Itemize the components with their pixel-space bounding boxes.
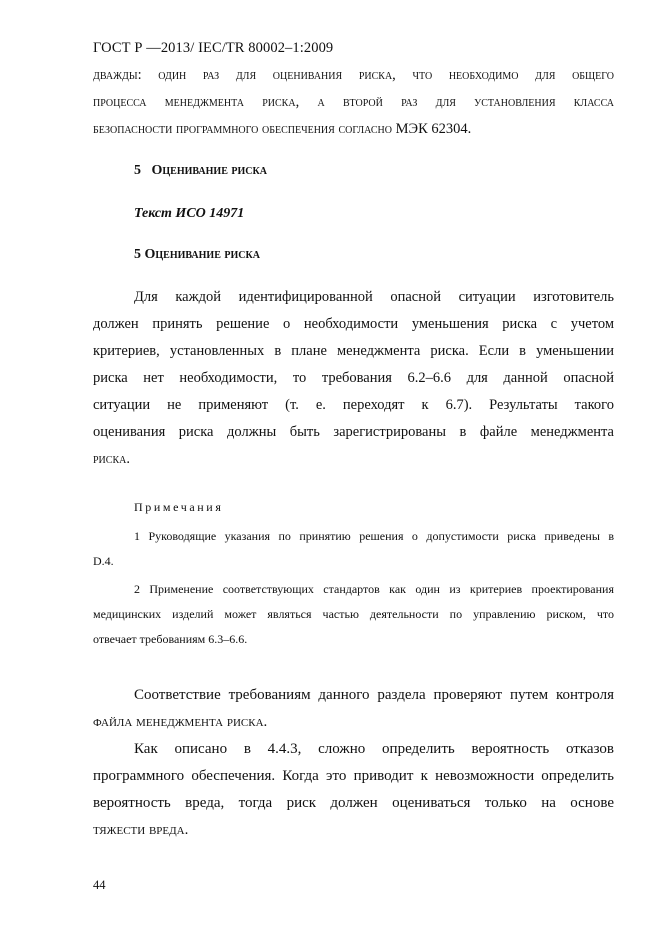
iso-line-5: ситуации не применяют (т. е. переходят к 6.7). Результаты такого (93, 397, 614, 413)
final-line-4: тяжести вреда. (93, 822, 189, 838)
intro-line-3: безопасности программного обеспечения согласно МЭК 62304. (93, 121, 472, 137)
section-5-number: 5 (134, 163, 141, 178)
final-line-1: Как описано в 4.4.3, сложно определить вероятность отказов (134, 741, 614, 757)
iso-section-heading: 5 Оценивание риска (134, 247, 260, 262)
intro-paragraph (93, 62, 614, 143)
note-2-line-3: отвечает требованиям 6.3–6.6. (93, 632, 248, 646)
iso-paragraph (93, 284, 614, 473)
page-number: 44 (93, 878, 106, 892)
compliance-paragraph (93, 682, 614, 736)
note-2-line-2: медицинских изделий может являться частью деятельности по управлению риском, что (93, 607, 614, 621)
intro-line-2: процесса менеджмента риска, а второй раз для установления класса (93, 94, 614, 110)
notes-heading: Примечания (134, 500, 224, 514)
note-1-line-2: D.4. (93, 554, 114, 568)
iso-line-7: риска. (93, 451, 130, 467)
note-1 (93, 524, 614, 574)
note-2 (93, 577, 614, 652)
iso-line-3: критериев, установленных в плане менеджмента риска. Если в уменьшении (93, 343, 614, 359)
section-5-heading (134, 163, 267, 179)
iso-line-6: оценивания риска должны быть зарегистрированы в файле менеджмента (93, 424, 614, 440)
section-5-title: Оценивание риска (151, 163, 267, 178)
compliance-line-1: Соответствие требованиям данного раздела проверяют путем контроля (134, 687, 614, 703)
compliance-line-2: файла менеджмента риска. (93, 714, 268, 730)
iso-line-2: должен принять решение о необходимости уменьшения риска с учетом (93, 316, 614, 332)
final-line-2: программного обеспечения. Когда это приводит к невозможности определить (93, 768, 614, 784)
iso-line-1: Для каждой идентифицированной опасной ситуации изготовитель (134, 289, 614, 305)
final-paragraph (93, 736, 614, 844)
iso-text-label: Текст ИСО 14971 (134, 206, 245, 221)
note-2-line-1: 2 Применение соответствующих стандартов как один из критериев проектирования (134, 582, 614, 596)
document-header: ГОСТ Р —2013/ IEC/TR 80002–1:2009 (93, 40, 334, 56)
intro-line-1: дважды: один раз для оценивания риска, что необходимо для общего (93, 67, 614, 83)
note-1-line-1: 1 Руководящие указания по принятию решения о допустимости риска приведены в (134, 529, 614, 543)
iso-line-4: риска нет необходимости, то требования 6.2–6.6 для данной опасной (93, 370, 614, 386)
final-line-3: вероятность вреда, тогда риск должен оцениваться только на основе (93, 795, 614, 811)
